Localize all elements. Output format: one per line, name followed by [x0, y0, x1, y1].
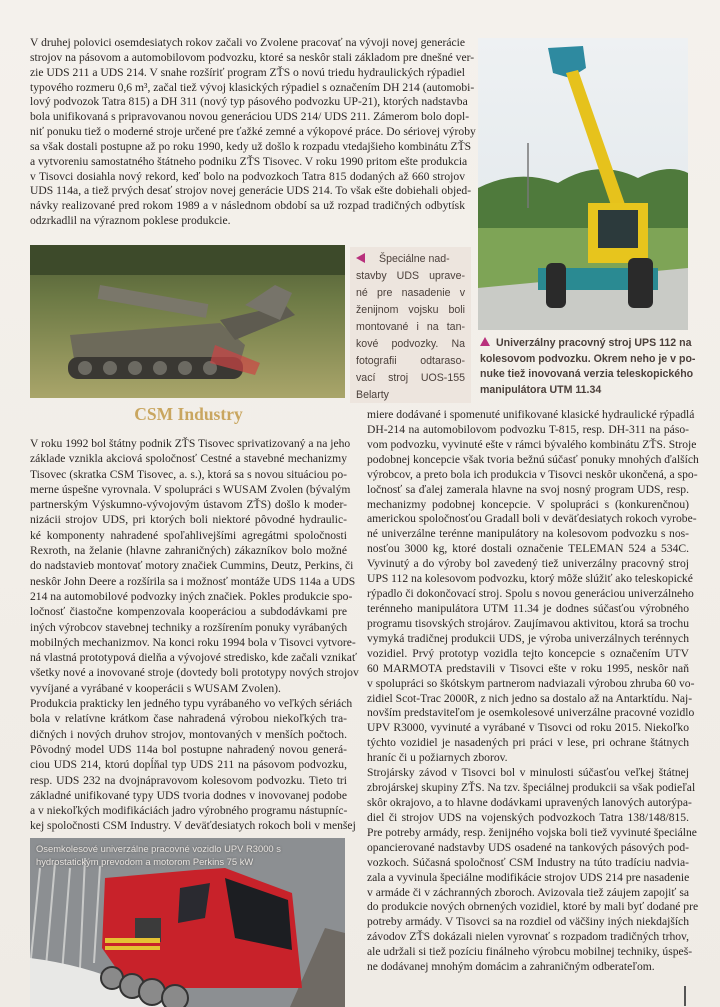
- text-line-content: vyvíjané a vyrábané v kooperácii s WUSAM Zvolen).: [30, 681, 281, 695]
- text-line: [367, 825, 697, 841]
- text-line-content: ločnosť čiastočne kompenzovala kooperáciou a subdodávkami pre: [30, 605, 347, 619]
- text-line-content: Produkcia prakticky len jedného typu vyrábaného vo veľkých sériách: [30, 697, 353, 711]
- text-line-content: ciou UDS 214, ktorú dopĺňal typ UDS 211 na pásovom podvozku,: [30, 758, 347, 772]
- text-line: [30, 436, 351, 451]
- text-line: [367, 437, 697, 453]
- text-line: [367, 915, 689, 930]
- text-line-content: potreby armády. V Tisovci sa na rozdiel od väčšiny iných niekdajších: [367, 915, 689, 929]
- text-line-content: manipulátora UTM 11.34: [480, 383, 602, 396]
- text-line-content: základné unifikované typy UDS tvoria dodnes v inovovanej podobe: [30, 788, 347, 802]
- text-line: [30, 696, 353, 711]
- text-line: [367, 676, 695, 692]
- text-line: [367, 945, 693, 960]
- text-line: [30, 742, 347, 757]
- photo-ups-112: [478, 38, 688, 330]
- caption-upv: Osemkolesové univerzálne pracovné vozidlo UPV R3000 s hydrostatickým prevodom a motorom Perkins 75 kW: [36, 843, 281, 867]
- text-line: [367, 766, 689, 781]
- caption-tank-text: [356, 251, 465, 404]
- text-line: [356, 302, 465, 319]
- text-line: [30, 635, 356, 650]
- text-line: [367, 602, 689, 617]
- text-line-content: v spolupráci so škótskym partnerom nadviazali výrobou zhruba 60 vo-: [367, 676, 695, 690]
- text-line: [30, 125, 476, 140]
- text-line: [356, 251, 465, 268]
- text-line-content: vom podvozku, vyvinuté ešte v rámci bývalého kombinátu ZŤS. Stroje: [367, 437, 697, 451]
- text-line: [30, 110, 470, 125]
- text-line-content: zidiel Scot-Trac 2000R, z nich jedno sa dostalo až na Antarktídu. Naj-: [367, 691, 693, 705]
- text-line: [30, 154, 468, 170]
- text-line: [30, 818, 356, 833]
- text-line-content: montované i na tan-: [356, 321, 465, 333]
- text-line: [367, 617, 689, 632]
- text-line-content: Univerzálny pracovný stroj UPS 112 na: [496, 337, 692, 349]
- text-line-content: Pre potreby armády, resp. ženijného vojska boli tiež vyvinuté špeciálne: [367, 825, 697, 839]
- text-line: [367, 691, 693, 707]
- text-line: [30, 528, 347, 543]
- text-line-content: partnerským Výskumno-vývojovým ústavom ZŤS) došlo k moder-: [30, 498, 347, 512]
- text-line-content: typového rozmeru 0,6 m³, začal tiež vývoj klasických rýpadiel s označením DH 214 (automobi-: [30, 80, 475, 94]
- text-line-content: Strojársky závod v Tisovci bol v minulosti súčasťou veľkej štátnej: [367, 766, 689, 780]
- text-line-content: ale udržali si tiež pozíciu finálneho výrobcu mobilnej techniky, úspeš-: [367, 945, 693, 959]
- text-line: [367, 811, 689, 826]
- text-line-content: UDS 114a, a tiež prvých desať strojov novej generácie UDS 214. To však ešte dobiehali objed-: [30, 184, 472, 198]
- text-line: [30, 589, 353, 604]
- text-line: [30, 199, 465, 214]
- text-line: [356, 285, 465, 302]
- text-line: [367, 781, 696, 796]
- left-column: [30, 436, 359, 834]
- text-line-content: a vytvoreniu samostatného štátneho podniku ZŤS Tisovec. V roku 1990 pritom ešte produkcia: [30, 154, 468, 168]
- text-line: [367, 721, 689, 736]
- paragraph: [30, 696, 356, 834]
- text-line-content: niť ponuku tiež o moderné stroje určené pre ťažké zemné a výkopové práce. Do sériovej výroby: [30, 125, 476, 139]
- text-line: [30, 80, 475, 96]
- text-line-content: resp. UDS 232 na dvojnápravovom kolesovom podvozku. Tieto tri: [30, 773, 347, 787]
- text-line-content: neskôr John Deere a rozšírila sa i možnosť montáže UDS 114a a UDS: [30, 574, 356, 588]
- text-line: [480, 367, 694, 383]
- text-line-content: kej spoločnosti CSM Industry. V deväťdesiatych rokoch boli v menšej: [30, 819, 356, 833]
- text-line-content: DH-214 na automobilovom podvozku T-815, resp. DH-311 na páso-: [367, 422, 689, 436]
- text-line: [30, 681, 347, 696]
- text-line-content: vozidiel. Prvý prototyp vozidla tejto koncepcie s označením UTV: [367, 646, 689, 660]
- text-line-content: skôr okrajovo, a to hlavne dodávkami upravených lanových autorýpa-: [367, 795, 692, 809]
- text-line-content: miere dodávané i spomenuté unifikované klasické hydraulické rýpadlá: [367, 408, 695, 421]
- text-line: [30, 727, 347, 742]
- text-line-content: a v niekoľkých modifikáciách jadro výrobného programu nástupníc-: [30, 804, 348, 818]
- caption-ups-text: [480, 336, 696, 398]
- text-line: [367, 467, 698, 483]
- text-line-content: vymyká tradičnej produkcii UDS, je výroba univerzálnych terénnych: [367, 631, 689, 645]
- text-line-content: Tisovec (skratka CSM Tisovec, a. s.), ktorá sa s novou situáciou po-: [30, 467, 347, 481]
- text-line: [367, 587, 694, 602]
- text-line-content: do nadstavieb montovať motory značiek Cummins, Deutz, Perkins, či: [30, 559, 354, 573]
- text-line: [30, 36, 465, 51]
- text-line-content: všetky nové a inovované stroje (dovtedy boli prototypy nových strojov: [30, 666, 359, 680]
- text-line: [367, 856, 689, 871]
- text-line-content: závodov ZŤS dokázali nielen vyrovnať s rozpadom tradičných trhov,: [367, 930, 689, 944]
- text-line: [30, 467, 347, 482]
- text-line-content: nosťou 3000 kg, ktoré dostali označenie TELEMAN 524 a 534C.: [367, 542, 689, 556]
- text-line: [30, 139, 472, 155]
- text-line: [480, 336, 692, 352]
- text-line-content: sa však dostali postupne až po roku 1990, kedy už došlo k rozpadu vtedajšieho kombinátu ZŤS: [30, 139, 472, 153]
- text-line-content: né pre nasadenie v: [356, 287, 465, 299]
- text-line-content: iných výrobcov stavebnej techniky a rozšírením ponuky vyrábaných: [30, 620, 348, 634]
- text-line: [356, 387, 465, 404]
- text-line-content: ločnosť sa ďalej zamerala hlavne na svoj nosný program UDS, resp.: [367, 482, 689, 496]
- text-line: [480, 352, 696, 368]
- text-line-content: základe vznikla akciová spoločnosť Cestné a stavebné mechanizmy: [30, 452, 347, 466]
- text-line-content: americkou spoločnosťou Gradall boli v deväťdesiatych rokoch vyrobe-: [367, 512, 697, 526]
- text-line-content: ženijnom vojsku boli: [356, 304, 465, 316]
- text-line: [30, 788, 347, 803]
- right-column: [367, 408, 699, 975]
- text-line: [356, 370, 465, 387]
- text-line: [367, 572, 693, 587]
- text-line-content: kolesovom podvozku. Okrem neho je v po-: [480, 352, 696, 365]
- text-line-content: rýpadlo či dokončovací stroj. Spolu s novou generáciou univerzálneho: [367, 587, 694, 601]
- text-line-content: V druhej polovici osemdesiatych rokov začali vo Zvolene pracovať na vývoji novej generácie: [30, 36, 465, 49]
- text-line: [367, 960, 689, 975]
- paragraph: [367, 766, 699, 975]
- text-line-content: zbrojárskej skupiny ZŤS. Na tzv. špeciálnej produkcii sa však podieľal: [367, 781, 696, 795]
- text-line-content: stavby UDS uprave-: [356, 270, 465, 282]
- text-line: [30, 170, 465, 185]
- text-line: [367, 527, 689, 542]
- text-line-content: UPS 112 na kolesovom podvozku, ktorý môže slúžiť ako teleskopické: [367, 572, 693, 586]
- text-line: [30, 543, 347, 558]
- text-line: [367, 452, 699, 468]
- text-line: [480, 383, 688, 399]
- text-line-content: mechanizmy podobnej koncepcie. V spolupráci s (konkurenčnou): [367, 497, 689, 511]
- text-line: [367, 557, 689, 572]
- text-line-content: bola unifikovaná s pripravovanou novou generáciou UDS 214/ UDS 211. Zámerom bolo dopl-: [30, 110, 470, 124]
- text-line: [30, 757, 347, 772]
- text-line: [367, 512, 697, 527]
- text-line: [356, 268, 465, 285]
- text-line-content: terénneho manipulátora UTM 11.34 je dodnes súčasťou výrobného: [367, 601, 689, 615]
- text-line-content: kové podvozky. Na: [356, 338, 465, 350]
- text-line: [30, 482, 351, 497]
- caption-ups: [480, 336, 696, 398]
- text-line: [367, 706, 695, 721]
- text-line: [30, 512, 347, 527]
- text-line-content: Belarty: [356, 389, 389, 401]
- text-line: [367, 900, 699, 915]
- text-line-content: merne úspešne vyrovnala. V spolupráci s WUSAM Zvolen (bývalým: [30, 482, 351, 496]
- text-line: [30, 50, 475, 66]
- text-line: [367, 886, 689, 901]
- text-line: [30, 214, 465, 229]
- text-line: [30, 95, 468, 110]
- text-line: [30, 451, 347, 466]
- text-line: [367, 498, 689, 513]
- text-line: [367, 632, 689, 647]
- triangle-up-icon: [480, 337, 490, 346]
- text-line: [356, 319, 465, 336]
- text-line-content: zala a vyvinula špeciálne modifikácie strojov UDS 214 pre nasadenie: [367, 870, 690, 884]
- text-line-content: programu tisovských strojárov. Zaujímavou aktivitou, ktorá sa trochu: [367, 616, 689, 630]
- text-line: [367, 930, 689, 945]
- text-line: [30, 711, 347, 726]
- text-line: [367, 542, 689, 557]
- text-line: [30, 773, 347, 788]
- text-line: [367, 483, 689, 498]
- text-line-content: v Tisovci dosiahla nový rekord, keď bolo na podvozkoch Tatra 815 dodaných až 660 strojov: [30, 169, 465, 183]
- page-edge-rule: [684, 986, 686, 1006]
- text-line-content: hraníc či u požiarnych zborov.: [367, 751, 508, 765]
- text-line: [30, 558, 354, 573]
- text-line: [367, 795, 692, 811]
- text-line-content: týchto vozidiel je nasadených pri práci v lese, pri ochrane štátnych: [367, 736, 689, 750]
- text-line: [367, 871, 689, 886]
- text-line: [30, 665, 359, 680]
- text-line: [367, 662, 689, 677]
- text-line: [367, 408, 695, 423]
- text-line: [356, 353, 465, 370]
- text-line-content: v armáde či v záchranných zboroch. Avizovala tiež záujem zapojiť sa: [367, 885, 689, 899]
- text-line-content: odzrkadlil na výraznom poklese produkcie.: [30, 214, 231, 228]
- caption-tank: [350, 247, 471, 403]
- text-line-content: ná vlastná prototypová dielňa a vývojové stredisko, kde začali vznikať: [30, 651, 357, 665]
- text-line: [367, 647, 689, 662]
- intro-paragraph: [30, 36, 476, 229]
- text-line-content: Pôvodný model UDS 114a bol postupne nahradený novou generá-: [30, 742, 347, 756]
- text-line: [30, 803, 347, 818]
- text-line-content: ne dodávanej mnohým domácim a zahraničným odberateľom.: [367, 960, 655, 974]
- text-line-content: vací stroj UOS-155: [356, 372, 465, 384]
- text-line-content: né univerzálne terénne manipulátory na kolesovom podvozku s nos-: [367, 527, 689, 541]
- text-line-content: V roku 1992 bol štátny podnik ZŤS Tisovec sprivatizovaný a na jeho: [30, 437, 351, 450]
- text-line: [367, 736, 689, 751]
- text-line: [367, 751, 689, 766]
- text-line: [30, 66, 465, 81]
- paragraph: [367, 408, 699, 766]
- section-heading: CSM Industry: [134, 404, 243, 424]
- text-line-content: do produkcie nových obrnených vozidiel, ktoré by mali byť dodané pre: [367, 900, 699, 914]
- text-line-content: zie UDS 211 a UDS 214. V snahe rozšíriť program ZŤS o novú triedu hydraulických rýpadiel: [30, 65, 465, 79]
- text-line-content: Špeciálne nad-: [379, 253, 450, 265]
- text-line-content: Vyvinutý a do výroby bol zavedený tiež univerzálny pracovný stroj: [367, 557, 689, 571]
- text-line-content: Rexroth, na želanie (hlavne zahraničných) zákazníkov bolo možné: [30, 544, 347, 558]
- text-line: [30, 620, 347, 635]
- text-line-content: nuke tiež inovovaná verzia teleskopického: [480, 368, 694, 380]
- text-line-content: výrobcov, a preto bola ich produkcia v Tisovci neskôr ukončená, a spo-: [367, 467, 698, 481]
- text-line-content: bola v relatívne krátkom čase nahradená výrobou niekoľkých tra-: [30, 712, 347, 726]
- text-line-content: diel či strojov UDS na vojenských podvozkoch Tatra 138/148/815.: [367, 810, 689, 824]
- text-line-content: návky realizované pred rokom 1989 a v následnom období sa už rozpad tradičných odbytísk: [30, 199, 465, 213]
- text-line: [367, 841, 689, 856]
- text-line: [356, 336, 465, 353]
- text-line-content: ké komponenty nahradené spoľahlivejšími agregátmi spoločnosti: [30, 528, 347, 542]
- text-line-content: vozkoch. Súčasná spoločnosť CSM Industry na túto tradíciu nadvia-: [367, 855, 689, 869]
- text-line: [30, 604, 347, 619]
- text-line-content: novším predstaviteľom je osemkolesové univerzálne pracovné vozidlo: [367, 706, 695, 720]
- text-line-content: podobnej koncepcie však tvoria bežnú súčasť ponuky mnohých ďalších: [367, 452, 699, 466]
- photo-armored-uds-tank: [30, 245, 345, 398]
- text-line-content: strojov na pásovom a automobilovom podvozku, ktoré sa neskôr stali základom pre dnešné ver-: [30, 50, 475, 64]
- text-line-content: dičných i nových druhov strojov, montovaných v menších počtoch.: [30, 727, 347, 741]
- text-line-content: mobilných mechanizmov. Na konci roku 1994 bola v Tisovci vytvore-: [30, 635, 356, 649]
- text-line-content: 60 MARMOTA predstavili v Tisovci ešte v roku 1995, neskôr naň: [367, 661, 689, 675]
- text-line-content: UPV R3000, vyvinuté a vyrábané v Tisovci od roku 2015. Niekoľko: [367, 721, 689, 735]
- text-line: [30, 650, 357, 665]
- text-line-content: nizácii strojov UDS, pri ktorých boli niektoré pôvodné hydraulic-: [30, 513, 347, 527]
- text-line-content: fotografii odtaraso-: [356, 355, 465, 367]
- paragraph: [30, 436, 359, 696]
- text-line-content: opancierované nadstavby UDS osadené na tankových pásových pod-: [367, 840, 689, 854]
- text-line-content: lový podvozok Tatra 815) a DH 311 (nový typ pásového podvozku UP-21), ktorých nadstavba: [30, 95, 468, 109]
- text-line-content: 214 na automobilové podvozky iných značiek. Pokles produkcie spo-: [30, 589, 353, 603]
- text-line: [367, 423, 689, 438]
- text-line: [30, 497, 347, 512]
- text-line: [30, 574, 356, 589]
- text-line: [30, 184, 472, 199]
- triangle-left-icon: [356, 253, 365, 263]
